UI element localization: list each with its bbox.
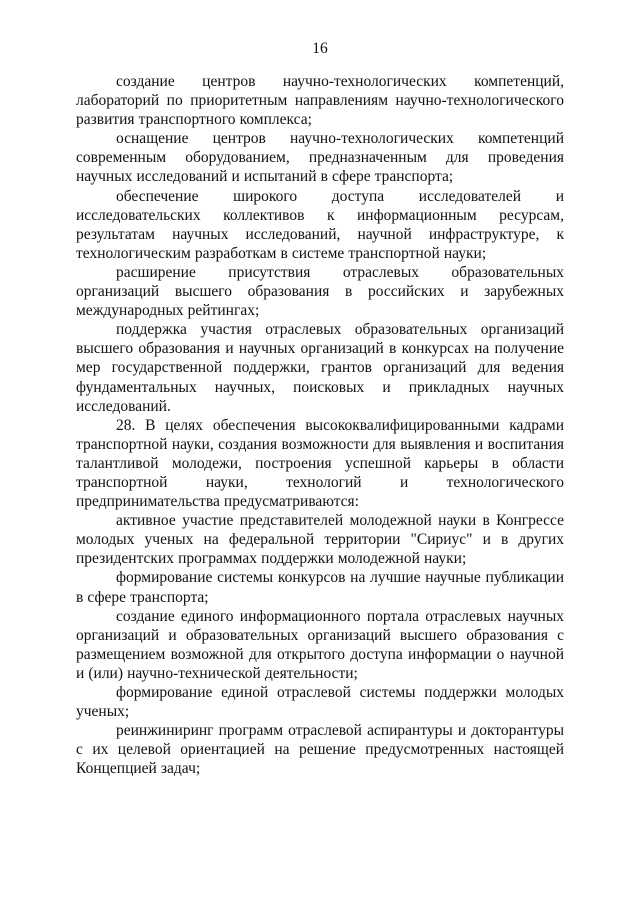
- paragraph-publication-contests: формирование системы конкурсов на лучшие научные публикации в сфере транспорта;: [76, 569, 564, 606]
- paragraph-item-28: 28. В целях обеспечения высококвалифицированными кадрами транспортной науки, создания возможности для выявления и воспитания талантливой молодежи, построения успешной карьеры в области транспортной науки, технологий и технологического предпринимательства предусматриваются:: [76, 416, 564, 511]
- page-number: 16: [312, 40, 328, 57]
- paragraph-access-provision: обеспечение широкого доступа исследователей и исследовательских коллективов к информационным ресурсам, результатам научных исследований, научной инфраструктуре, к технологическим разработкам в системе транспортной науки;: [76, 187, 564, 262]
- paragraph-centers-equipment: оснащение центров научно-технологических компетенций современным оборудованием, предназначенным для проведения научных исследований и испытаний в сфере транспорта;: [76, 130, 564, 186]
- paragraph-young-scientists-support: формирование единой отраслевой системы поддержки молодых ученых;: [76, 684, 564, 721]
- document-body: [76, 72, 564, 778]
- paragraph-centers-creation: создание центров научно-технологических компетенций, лабораторий по приоритетным направлениям научно-технологического развития транспортного комплекса;: [76, 73, 564, 129]
- paragraph-competition-support: поддержка участия отраслевых образовательных организаций высшего образования и научных организаций в конкурсах на получение мер государственной поддержки, грантов организаций для ведения фундаментальных научных, поисковых и прикладных научных исследований.: [76, 321, 564, 415]
- paragraph-information-portal: создание единого информационного портала отраслевых научных организаций и образовательных организаций высшего образования с размещением возможной для открытого доступа информации о научной и (или) научно-технической деятельности;: [76, 607, 564, 682]
- paragraph-postgraduate-reengineering: реинжиниринг программ отраслевой аспирантуры и докторантуры с их целевой ориентацией на решение предусмотренных настоящей Концепцией задач;: [76, 722, 564, 778]
- paragraph-ratings-presence: расширение присутствия отраслевых образовательных организаций высшего образования в российских и зарубежных международных рейтингах;: [76, 263, 564, 320]
- paragraph-congress-participation: активное участие представителей молодежной науки в Конгрессе молодых ученых на федеральной территории "Сириус" и в других президентских программах поддержки молодежной науки;: [76, 512, 564, 568]
